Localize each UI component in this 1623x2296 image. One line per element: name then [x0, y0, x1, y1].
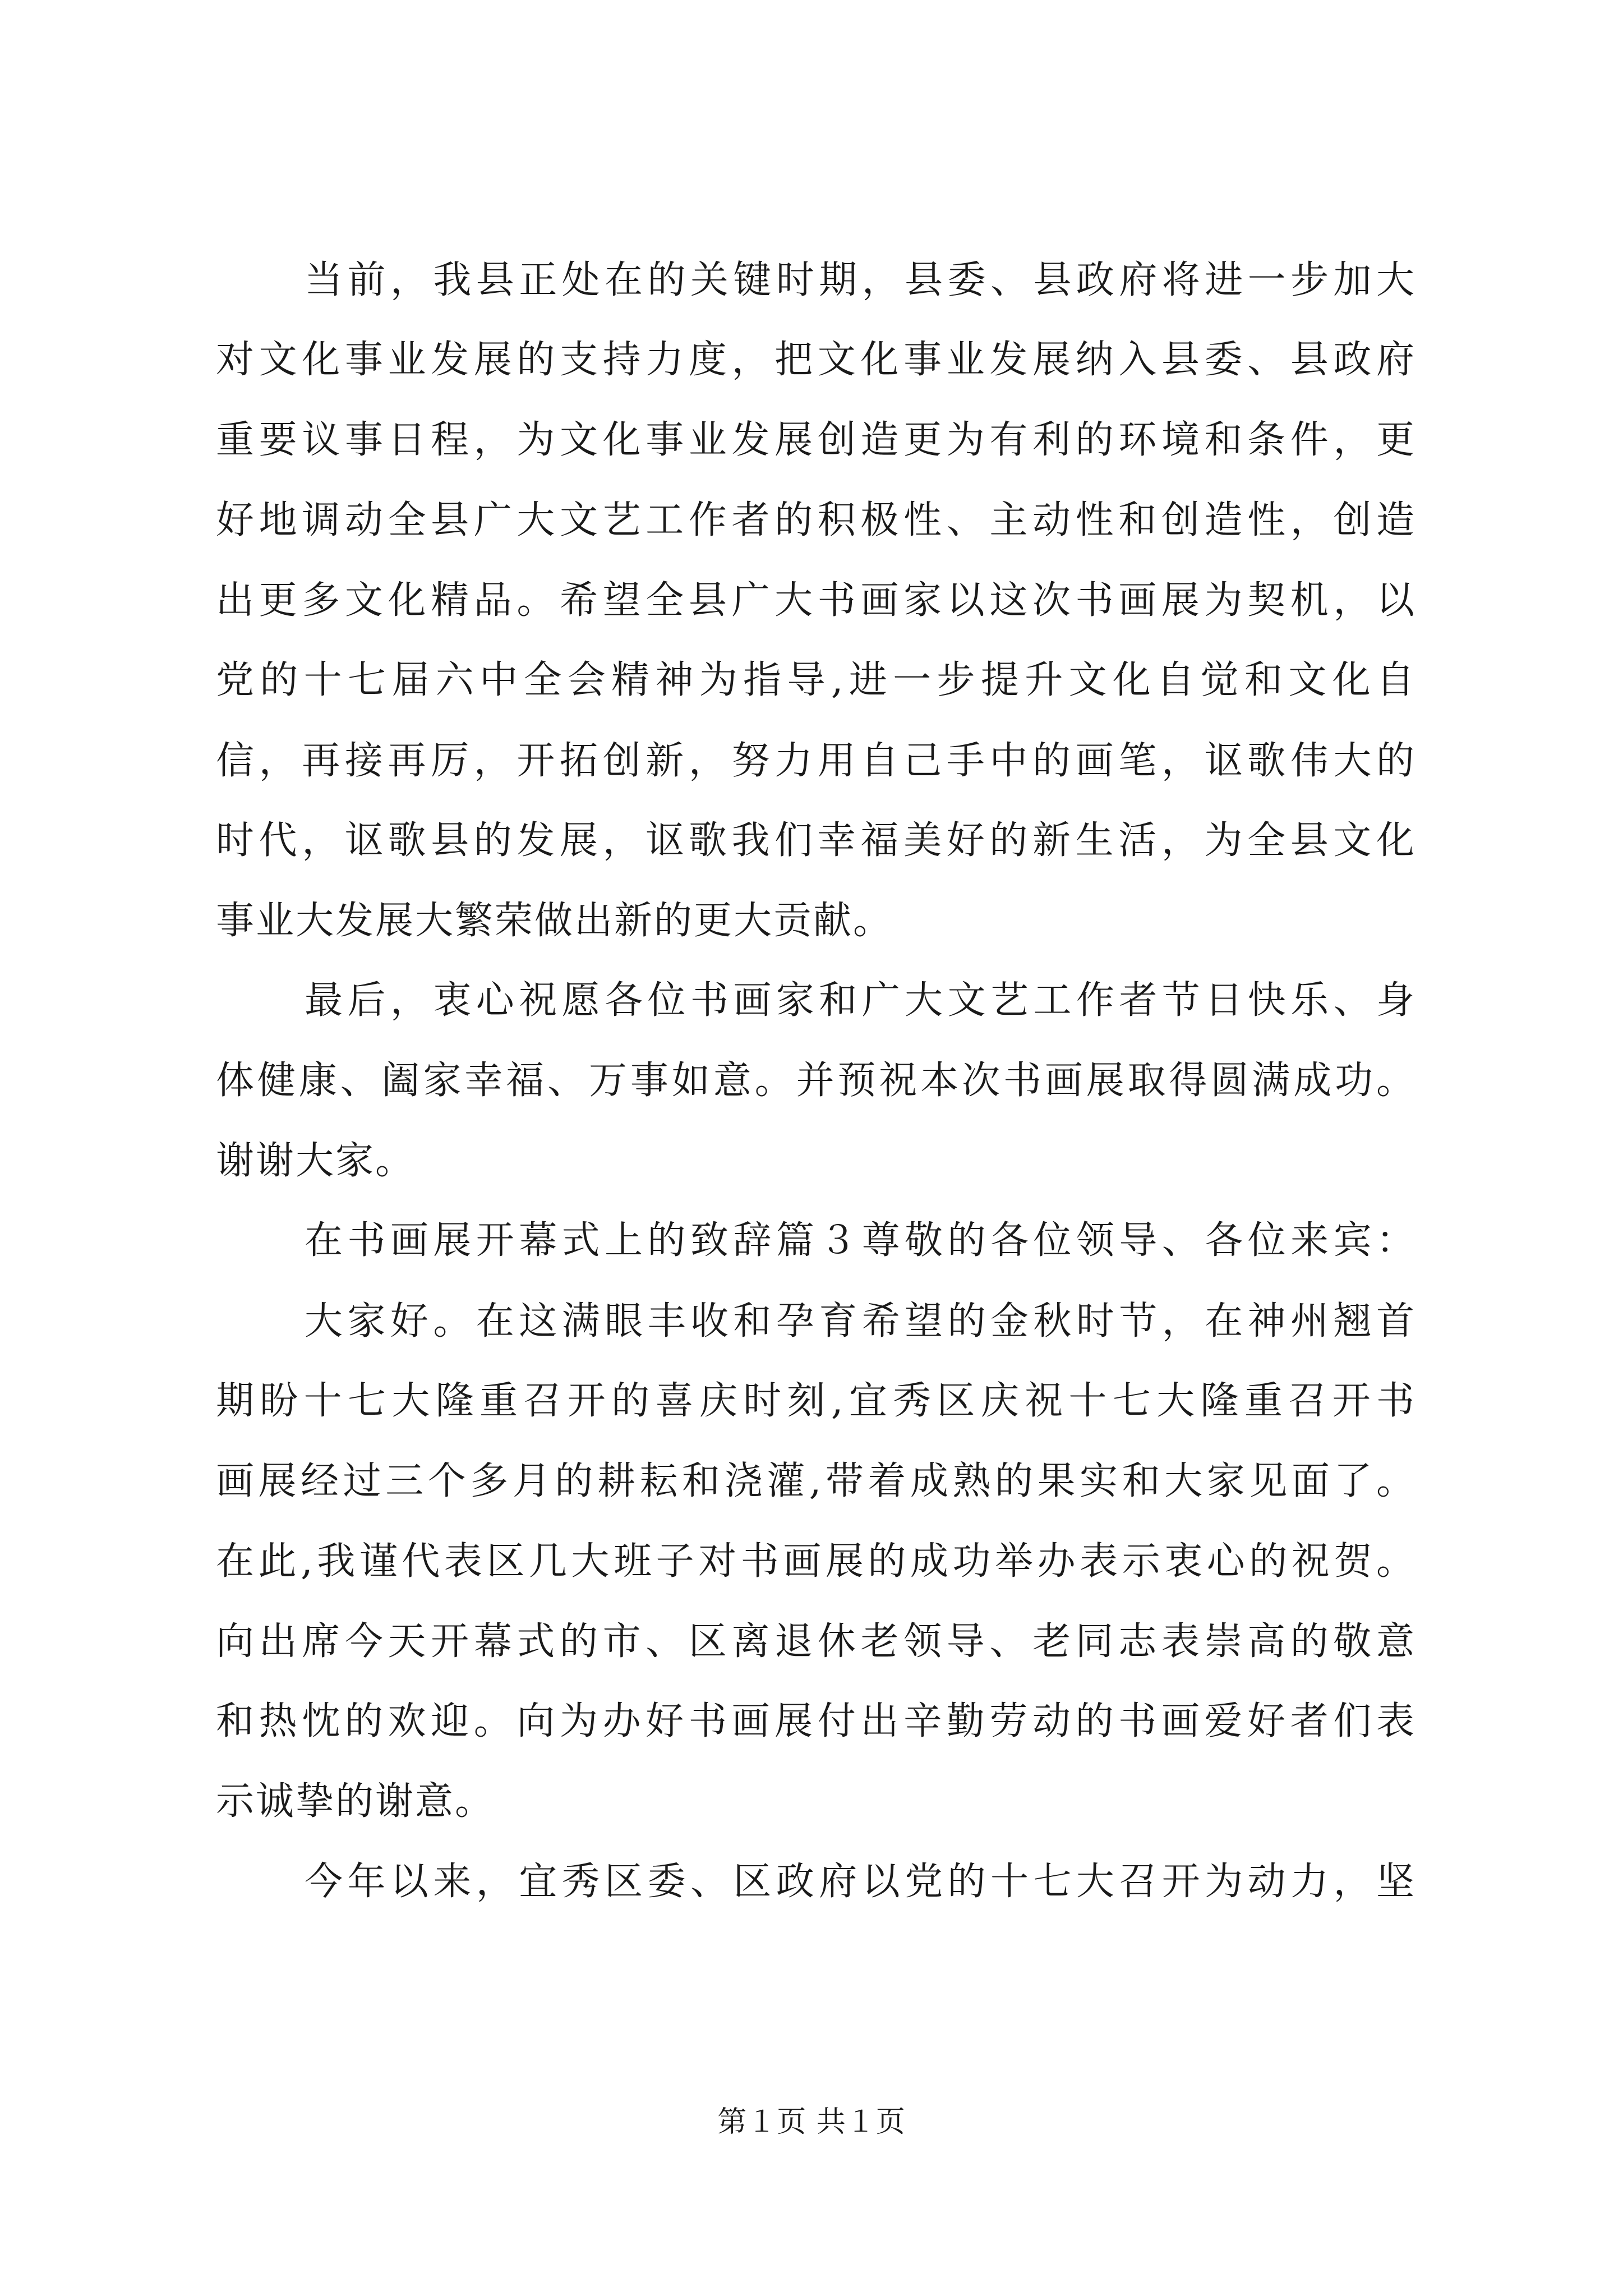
text-line: 对文化事业发展的支持力度，把文化事业发展纳入县委、县政府: [216, 338, 1416, 382]
text-line: 在此,我谨代表区几大班子对书画展的成功举办表示衷心的祝贺。: [216, 1539, 1416, 1584]
text-line: 大家好。在这满眼丰收和孕育希望的金秋时节，在神州翘首: [305, 1299, 1416, 1343]
text-line: 在书画展开幕式上的致辞篇３尊敬的各位领导、各位来宾：: [305, 1218, 1416, 1263]
text-line: 事业大发展大繁荣做出新的更大贡献。: [216, 899, 893, 943]
text-line: 好地调动全县广大文艺工作者的积极性、主动性和创造性，创造: [216, 498, 1416, 542]
text-line: 向出席今天开幕式的市、区离退休老领导、老同志表崇高的敬意: [216, 1619, 1416, 1664]
text-line: 谢谢大家。: [216, 1139, 416, 1183]
text-line: 时代，讴歌县的发展，讴歌我们幸福美好的新生活，为全县文化: [216, 818, 1416, 863]
text-line: 党的十七届六中全会精神为指导,进一步提升文化自觉和文化自: [216, 658, 1416, 702]
text-line: 期盼十七大隆重召开的喜庆时刻,宜秀区庆祝十七大隆重召开书: [216, 1379, 1416, 1423]
text-line: 今年以来，宜秀区委、区政府以党的十七大召开为动力，坚: [305, 1860, 1416, 1904]
text-line: 和热忱的欢迎。向为办好书画展付出辛勤劳动的书画爱好者们表: [216, 1699, 1416, 1743]
text-line: 出更多文化精品。希望全县广大书画家以这次书画展为契机，以: [216, 578, 1416, 623]
text-line: 体健康、阖家幸福、万事如意。并预祝本次书画展取得圆满成功。: [216, 1059, 1416, 1103]
text-line: 信，再接再厉，开拓创新，努力用自己手中的画笔，讴歌伟大的: [216, 739, 1416, 783]
text-line: 当前，我县正处在的关键时期，县委、县政府将进一步加大: [305, 258, 1416, 302]
text-line: 画展经过三个多月的耕耘和浇灌,带着成熟的果实和大家见面了。: [216, 1459, 1416, 1503]
page-number-footer: 第１页 共１页: [717, 2105, 906, 2139]
text-line: 重要议事日程，为文化事业发展创造更为有利的环境和条件，更: [216, 418, 1416, 462]
text-line: 示诚挚的谢意。: [216, 1779, 495, 1824]
text-line: 最后，衷心祝愿各位书画家和广大文艺工作者节日快乐、身: [305, 978, 1416, 1023]
